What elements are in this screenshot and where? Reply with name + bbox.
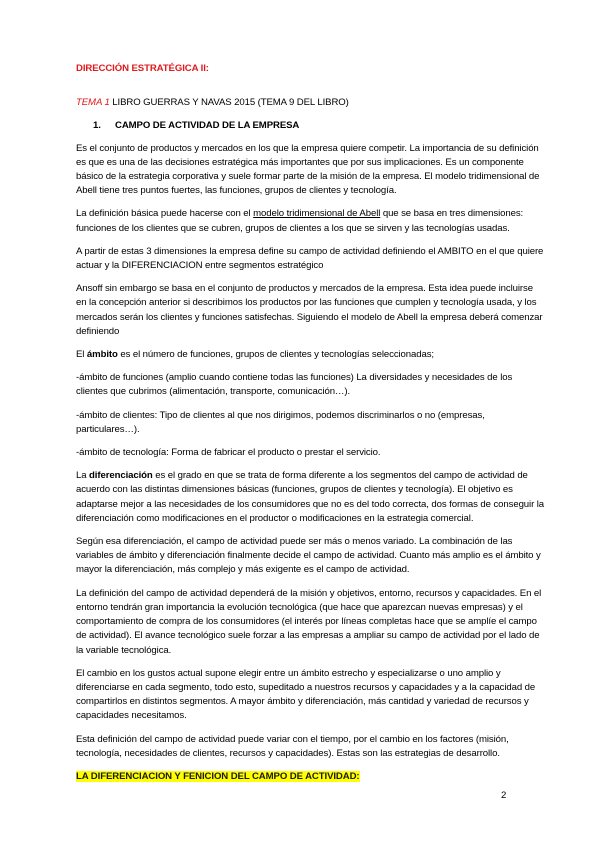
highlighted-subheading: LA DIFERENCIACION Y FENICION DEL CAMPO DE ACTIVIDAD: (76, 770, 360, 782)
paragraph-3: A partir de estas 3 dimensiones la empresa define su campo de actividad definiendo el AMBITO en el que quiere actuar y la DIFERENCIACION entre segmentos estratégico (76, 245, 544, 272)
paragraph-2 (76, 207, 544, 235)
paragraph-11: La definición del campo de actividad dependerá de la misión y objetivos, entorno, recursos y capacidades. En el entorno tendrán gran importancia la evolución tecnológica (que hace que aparezcan nuevas empresas) y el comportamiento de compra de los consumidores (el interés por líneas completas hace que se amplíe el campo de actividad). El avance tecnológico suele forzar a las empresas a ampliar su campo de actividad por el lado de la variable tecnológica. (76, 587, 542, 656)
paragraph-1: Es el conjunto de productos y mercados en los que la empresa quiere competir. La importancia de su definición es que es una de las decisiones estratégica más importantes que por sus implicaciones. Es un componente básico de la estrategia corporativa y suele formar parte de la misión de la empresa. El modelo tridimensional de Abell tiene tres puntos fuertes, las funciones, grupos de clientes y tecnología. (76, 142, 540, 197)
ambito-bold: ámbito (86, 349, 118, 361)
paragraph-12: El cambio en los gustos actual supone elegir entre un ámbito estrecho y especializarse o uno amplio y diferenciarse en cada segmento, todo esto, supeditado a nuestros recursos y capacidades y a la capacidad de compartirlos en distintos segmentos. A mayor ámbito y diferenciación, más cantidad y variedad de recursos y capacidades necesitamos. (76, 667, 536, 722)
highlighted-subheading-wrap (76, 770, 544, 784)
document-title: DIRECCIÓN ESTRATÉGICA II: (76, 63, 209, 74)
paragraph-5-start: El (76, 349, 87, 361)
diferenciacion-bold: diferenciación (89, 470, 153, 482)
section-number: 1. (93, 120, 101, 132)
paragraph-9-end: es el grado en que se trata de forma diferente a los segmentos del campo de actividad de acuerdo con las distintas dimensiones básicas (funciones, grupos de clientes y tecnología). El objetivo es adaptarse mejor a las necesidades de los consumidores que no es del todo correcta, dos formas de conseguir la diferenciación como modificaciones en el productor o modificaciones en la estrategia comercial. (76, 470, 544, 524)
paragraph-ambito-tecnologia: -ámbito de tecnología: Forma de fabricar el producto o prestar el servicio. (76, 447, 381, 459)
paragraph-4: Ansoff sin embargo se basa en el conjunto de productos y mercados de la empresa. Esta idea puede incluirse en la concepción anterior si describimos los productos por las funciones que cumplen y tecnología usada, y los mercados serán los clientes y funciones satisfechas. Siguiendo el modelo de Abell la empresa deberá comenzar definiendo (76, 283, 543, 337)
tema-label: TEMA 1 (76, 97, 110, 109)
tema-line (76, 96, 544, 110)
paragraph-2-end: que se basa en tres dimensiones: funciones de los clientes que se cubren, grupos de clientes a los que se sirven y las tecnologías usadas. (76, 208, 524, 234)
paragraph-13: Esta definición del campo de actividad puede variar con el tiempo, por el cambio en los factores (misión, tecnología, necesidades de clientes, recursos y capacidades). Estas son las estrategias de desarrollo. (76, 733, 509, 759)
paragraph-9-start: La (76, 470, 90, 482)
section-title: CAMPO DE ACTIVIDAD DE LA EMPRESA (115, 120, 300, 132)
tema-text: LIBRO GUERRAS Y NAVAS 2015 (TEMA 9 DEL LIBRO) (109, 97, 349, 109)
paragraph-10: Según esa diferenciación, el campo de actividad puede ser más o menos variado. La combinación de las variables de ámbito y diferenciación finalmente decide el campo de actividad. Cuanto más amplio es el ámbito y mayor la diferenciación, más complejo y más exigente es el campo de actividad. (76, 536, 541, 576)
section-heading (76, 119, 544, 133)
paragraph-5-end: es el número de funciones, grupos de clientes y tecnologías seleccionadas; (117, 349, 434, 361)
paragraph-ambito-funciones: -ámbito de funciones (amplio cuando contiene todas las funciones) La diversidades y necesidades de los clientes que cubrimos (alimentación, transporte, comunicación…). (76, 372, 513, 398)
paragraph-2-start: La definición básica puede hacerse con el (76, 208, 254, 220)
paragraph-ambito-clientes: -ámbito de clientes: Tipo de clientes al que nos dirigimos, podemos discriminarlos o no (empresas, particulares…). (76, 409, 485, 435)
page-content (76, 62, 544, 784)
paragraph-diferenciacion (76, 469, 544, 526)
paragraph-5 (76, 348, 544, 362)
abell-model-underlined: modelo tridimensional de Abell (253, 208, 381, 220)
page-number: 2 (501, 790, 507, 801)
